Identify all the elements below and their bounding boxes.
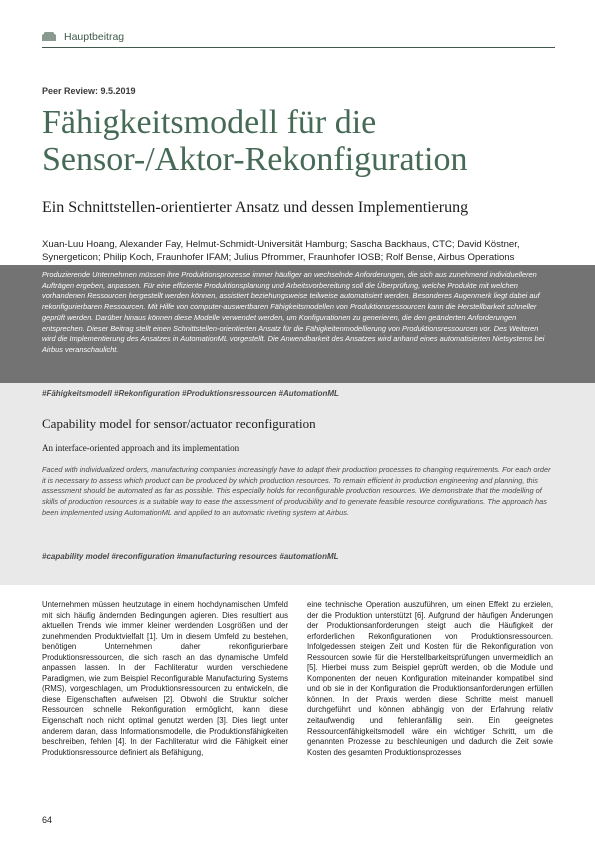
- title-line-2: Sensor-/Aktor-Rekonfiguration: [42, 141, 468, 178]
- abstract-german-text: Produzierende Unternehmen müssen ihre Produktionsprozesse immer häufiger an wechselnde Anforderungen, die sich aus zunehmend individuelleren Aufträgen ergeben, anpassen. Für eine effiziente Produktionsplanung und Arbeitsvorbereitung soll die Überprüfung, welche Produkte mit welchen vorhandenen Ressourcen hergestellt werden können, assistiert beziehungsweise teilweise automatisiert werden. Besonderes Augenmerk liegt dabei auf rekonfigurierbaren Ressourcen. Mit Hilfe von computer-auswertbaren Fähigkeitsmodellen von Produktionsressourcen kann die Herstellbarkeit schneller geprüft werden. Darüber hinaus können diese Modelle verwendet werden, um Konfigurationen zu generieren, die den geänderten Anforderungen entsprechen. Dieser Beitrag stellt einen Schnittstellen-orientierten Ansatz für die Fähigkeitenmodellierung von Produktionsressourcen vor. Des Weiteren wird die Implementierung des Ansatzes in AutomationML vorgestellt. Die Anwendbarkeit des Ansatzes wird anhand eines automatisierten Nietsystems bei Airbus veranschaulicht.: [42, 270, 545, 354]
- article-subtitle: Ein Schnittstellen-orientierter Ansatz und dessen Implementierung: [42, 199, 469, 216]
- section-label: Hauptbeitrag: [64, 30, 125, 43]
- article-title: [42, 104, 555, 178]
- abstract-german: [0, 265, 595, 383]
- keywords-german: #Fähigkeitsmodell #Rekonfiguration #Produktionsressourcen #AutomationML: [42, 389, 339, 398]
- body-column-left: Unternehmen müssen heutzutage in einem hochdynamischen Umfeld mit sich häufig ändernden Bedingungen agieren. Dies resultiert aus aktuellen Trends wie immer kleiner werdenden Losgrößen und der zunehmenden Produktvielfalt [1]. Um in diesem Umfeld zu bestehen, benötigen Unternehmen daher rekonfigurierbare Produktionsressourcen, die sich rasch an das dynamische Umfeld anpassen lassen. In der Fachliteratur wurden verschiedene Paradigmen, wie zum Beispiel Reconfigurable Manufacturing Systems (RMS), vorgeschlagen, um Produktionsressourcen zu entwickeln, die diese Eigenschaften aufweisen [2]. Obwohl die Struktur solcher Ressourcen schnelle Rekonfiguration ermöglicht, kann diese Eigenschaft noch nicht optimal genutzt werden [3]. Dies liegt unter anderem daran, dass Informationsmodelle, die Produktionsfähigkeiten beschreiben, fehlen [4]. In der Fachliteratur wird die Fähigkeit einer Produktionsressource definiert als Befähigung,: [42, 600, 288, 757]
- peer-review-date: Peer Review: 9.5.2019: [42, 86, 136, 96]
- english-title: Capability model for sensor/actuator reconfiguration: [42, 416, 316, 431]
- body-column-right: eine technische Operation auszuführen, um einen Effekt zu erzielen, der die Produktion unterstützt [6]. Aufgrund der häufigen Änderungen der Produktionsanforderungen steigt auch die Häufigkeit der erforderlichen Rekonfigurationen von Produktionsressourcen. Infolgedessen steigen Zeit und Kosten für die Rekonfiguration von Ressourcen sowie für die Herstellbarkeitsprüfungen unvermeidlich an [5]. Hierbei muss zum Beispiel geprüft werden, ob die Module und Komponenten der neuen Konfiguration miteinander kompatibel sind und ob sie in der Konfiguration die Produktionsanforderungen erfüllen können. In der Praxis werden diese Schritte meist manuell durchgeführt und können abhängig von der Erfahrung relativ zeitaufwendig und fehleranfällig sein. Ein geeignetes Ressourcenfähigkeitsmodell wäre ein wichtiger Schritt, um die genannten Prozesse zu beschleunigen und dadurch die Zeit sowie Kosten des gesamten Produktionsprozesses: [307, 600, 553, 757]
- english-subtitle: An interface-oriented approach and its implementation: [42, 443, 240, 453]
- title-line-1: Fähigkeitsmodell für die: [42, 104, 377, 141]
- author-list: Xuan-Luu Hoang, Alexander Fay, Helmut-Schmidt-Universität Hamburg; Sascha Backhaus, CTC; David Köstner, Synergeticon; Philip Koch, Fraunhofer IFAM; Julius Pfrommer, Fraunhofer IOSB; Rolf Bense, Airbus Operations: [42, 239, 520, 263]
- hat-icon: [42, 32, 56, 42]
- abstract-english: Faced with individualized orders, manufacturing companies increasingly have to adapt their production processes to changing requirements. For each order it is necessary to assess which product can be produced by which production resources. To remain efficient in production engineering and planning, this assessment should be automated as far as possible. This especially holds for reconfigurable production resources. We demonstrate that the modelling of skills of production resources is a suitable way to ease the assessment of producibility and to generate feasible resource configurations. The approach has been implemented using AutomationML and applied to an automatic riveting system at Airbus.: [42, 465, 551, 517]
- keywords-english: #capability model #reconfiguration #manufacturing resources #automationML: [42, 552, 339, 561]
- section-header: [42, 26, 555, 48]
- page-number: 64: [42, 815, 53, 825]
